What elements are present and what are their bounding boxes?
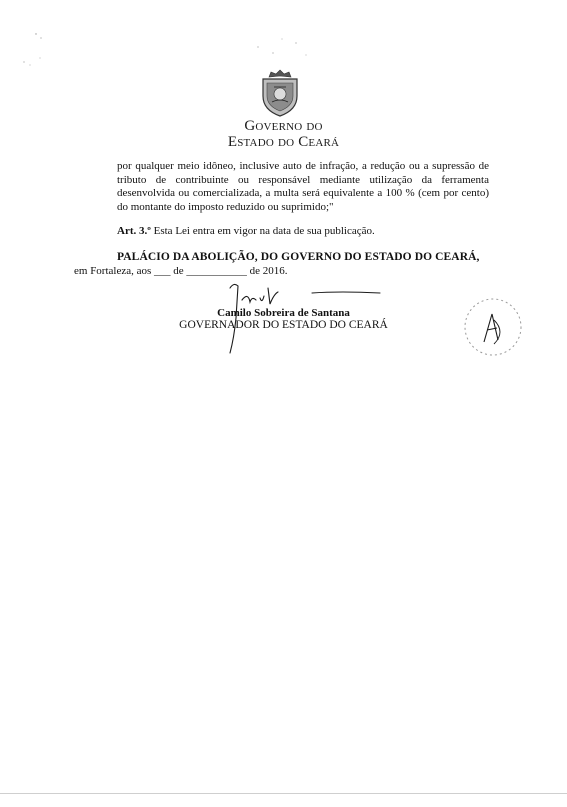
header-government (0, 118, 567, 135)
header-initial: C (298, 134, 309, 150)
signer-title: GOVERNADOR DO ESTADO DO CEARÁ (179, 319, 388, 331)
article-3-text: Esta Lei entra em vigor na data de sua publicação. (150, 225, 375, 237)
page-bottom-rule (0, 793, 567, 794)
header-word: DO (306, 121, 323, 133)
header-word: STADO (237, 137, 274, 149)
header-word: DO (277, 137, 295, 149)
header-word: EARÁ (308, 137, 340, 149)
article-3 (117, 225, 375, 237)
article-3-label: Art. 3.º (117, 225, 151, 237)
article-paragraph: por qualquer meio idôneo, inclusive auto de infração, a redução ou a supressão de tributo de contribuinte ou responsável mediante utilização da ferramenta desenvolvida ou comercializada, a multa será equivalente a 100 % (cem por cento) do montante do imposto reduzido ou suprimido;" (117, 160, 489, 213)
place-date-line: em Fortaleza, aos ___ de ___________ de 2016. (74, 265, 288, 277)
palace-line: PALÁCIO DA ABOLIÇÃO, DO GOVERNO DO ESTADO DO CEARÁ, (117, 251, 480, 263)
signer-name: Camilo Sobreira de Santana (217, 307, 350, 319)
initials-stamp-icon (458, 292, 528, 362)
header-word: OVERNO (255, 121, 303, 133)
header-initial: E (227, 134, 238, 150)
header-state (0, 134, 567, 151)
header-initial: G (244, 118, 256, 134)
state-coat-of-arms-icon (258, 68, 302, 118)
